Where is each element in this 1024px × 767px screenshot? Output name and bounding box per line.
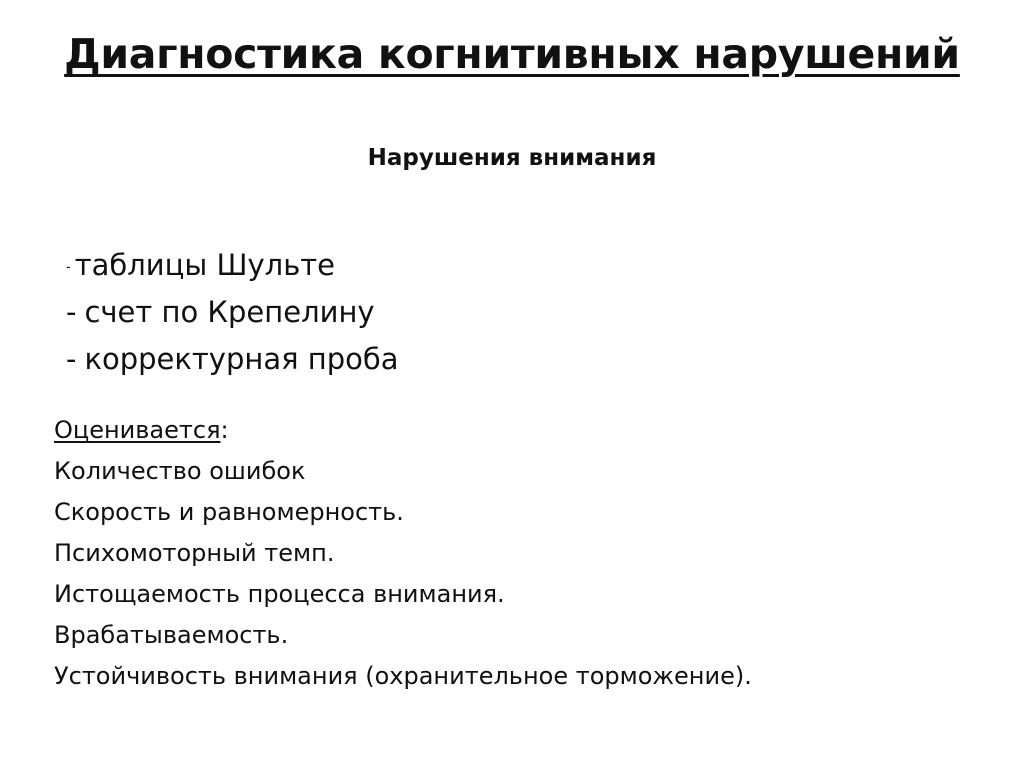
criteria-heading-text: Оценивается bbox=[54, 416, 221, 444]
method-item bbox=[66, 336, 399, 383]
method-item bbox=[66, 289, 399, 336]
criteria-item: Количество ошибок bbox=[54, 457, 306, 485]
method-item bbox=[66, 242, 399, 289]
criteria-item: Врабатываемость. bbox=[54, 621, 289, 649]
criteria-item: Психомоторный темп. bbox=[54, 539, 335, 567]
criteria-list bbox=[54, 410, 752, 697]
method-label: счет по Крепелину bbox=[84, 295, 375, 329]
criteria-item: Устойчивость внимания (охранительное торможение). bbox=[54, 662, 752, 690]
method-label: корректурная проба bbox=[84, 342, 399, 376]
slide-title: Диагностика когнитивных нарушений bbox=[64, 30, 960, 78]
bullet-dash: - bbox=[66, 259, 71, 275]
method-label: таблицы Шульте bbox=[74, 248, 336, 282]
criteria-heading bbox=[54, 410, 752, 451]
methods-list bbox=[66, 242, 399, 383]
criteria-item: Истощаемость процесса внимания. bbox=[54, 580, 505, 608]
criteria-heading-colon: : bbox=[220, 416, 229, 444]
bullet-dash: - bbox=[66, 295, 77, 329]
criteria-item: Скорость и равномерность. bbox=[54, 498, 404, 526]
slide-subtitle: Нарушения внимания bbox=[367, 145, 657, 171]
bullet-dash: - bbox=[66, 342, 77, 376]
